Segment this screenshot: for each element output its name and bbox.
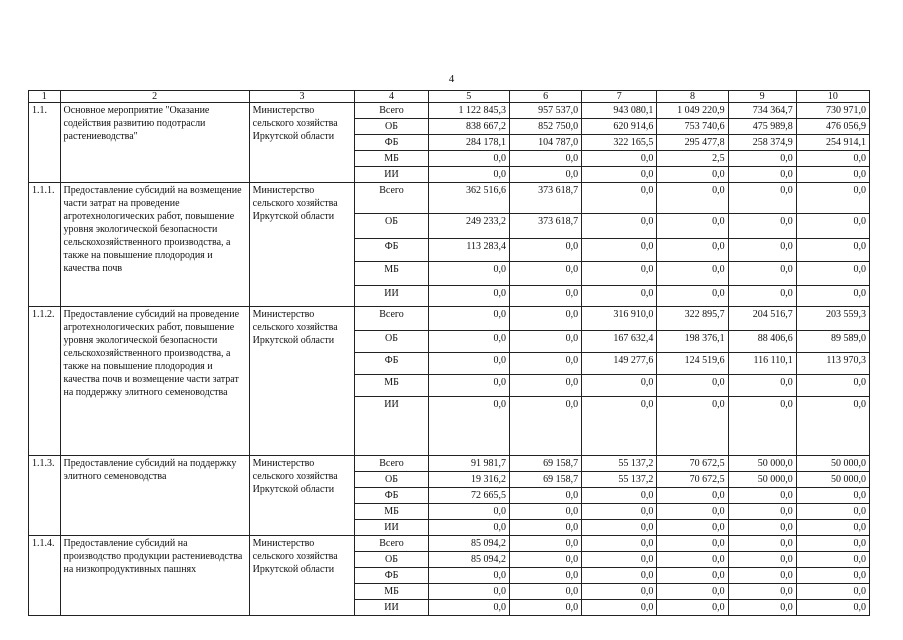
- amount-cell: 0,0: [657, 600, 728, 616]
- amount-cell: 0,0: [728, 183, 796, 214]
- amount-cell: 0,0: [657, 214, 728, 239]
- amount-cell: 0,0: [582, 552, 657, 568]
- amount-cell: 362 516,6: [428, 183, 509, 214]
- amount-cell: 2,5: [657, 151, 728, 167]
- amount-cell: 0,0: [657, 536, 728, 552]
- amount-cell: 0,0: [728, 214, 796, 239]
- amount-cell: 475 989,8: [728, 119, 796, 135]
- amount-cell: 19 316,2: [428, 472, 509, 488]
- item-description: Основное мероприятие "Оказание содействия развитию подотрасли растениеводства": [60, 103, 249, 183]
- funding-source: Всего: [355, 456, 428, 472]
- amount-cell: 0,0: [428, 375, 509, 397]
- table-row: [29, 536, 870, 552]
- amount-cell: 0,0: [657, 568, 728, 584]
- amount-cell: 0,0: [657, 552, 728, 568]
- amount-cell: 943 080,1: [582, 103, 657, 119]
- amount-cell: 0,0: [657, 262, 728, 286]
- amount-cell: 0,0: [428, 262, 509, 286]
- amount-cell: 0,0: [728, 151, 796, 167]
- amount-cell: 91 981,7: [428, 456, 509, 472]
- amount-cell: 0,0: [428, 397, 509, 456]
- amount-cell: 0,0: [796, 536, 869, 552]
- amount-cell: 0,0: [657, 167, 728, 183]
- amount-cell: 0,0: [509, 331, 581, 353]
- amount-cell: 0,0: [796, 520, 869, 536]
- amount-cell: 0,0: [582, 520, 657, 536]
- amount-cell: 0,0: [428, 504, 509, 520]
- amount-cell: 0,0: [509, 600, 581, 616]
- amount-cell: 198 376,1: [657, 331, 728, 353]
- item-description: Предоставление субсидий на производство продукции растениеводства на низкопродуктивных пашнях: [60, 536, 249, 616]
- amount-cell: 0,0: [728, 239, 796, 262]
- amount-cell: 0,0: [728, 584, 796, 600]
- amount-cell: 55 137,2: [582, 456, 657, 472]
- amount-cell: 0,0: [428, 520, 509, 536]
- amount-cell: 0,0: [728, 520, 796, 536]
- amount-cell: 113 283,4: [428, 239, 509, 262]
- amount-cell: 69 158,7: [509, 472, 581, 488]
- amount-cell: 0,0: [728, 286, 796, 307]
- amount-cell: 284 178,1: [428, 135, 509, 151]
- amount-cell: 0,0: [728, 536, 796, 552]
- item-number: 1.1.3.: [29, 456, 61, 536]
- amount-cell: 149 277,6: [582, 353, 657, 375]
- amount-cell: 0,0: [582, 214, 657, 239]
- amount-cell: 0,0: [509, 353, 581, 375]
- amount-cell: 0,0: [728, 397, 796, 456]
- amount-cell: 0,0: [428, 568, 509, 584]
- column-header: 1: [29, 91, 61, 103]
- table-row: [29, 456, 870, 472]
- amount-cell: 72 665,5: [428, 488, 509, 504]
- amount-cell: 1 122 845,3: [428, 103, 509, 119]
- amount-cell: 295 477,8: [657, 135, 728, 151]
- funding-source: ОБ: [355, 119, 428, 135]
- amount-cell: 0,0: [796, 488, 869, 504]
- amount-cell: 0,0: [796, 262, 869, 286]
- amount-cell: 258 374,9: [728, 135, 796, 151]
- item-executor: Министерство сельского хозяйства Иркутской области: [249, 183, 355, 307]
- amount-cell: 0,0: [509, 568, 581, 584]
- amount-cell: 0,0: [796, 504, 869, 520]
- amount-cell: 0,0: [582, 600, 657, 616]
- amount-cell: 0,0: [582, 183, 657, 214]
- amount-cell: 0,0: [796, 183, 869, 214]
- amount-cell: 0,0: [657, 375, 728, 397]
- funding-source: ИИ: [355, 520, 428, 536]
- amount-cell: 0,0: [796, 151, 869, 167]
- amount-cell: 0,0: [509, 167, 581, 183]
- amount-cell: 476 056,9: [796, 119, 869, 135]
- amount-cell: 0,0: [657, 286, 728, 307]
- funding-source: ФБ: [355, 568, 428, 584]
- amount-cell: 0,0: [728, 375, 796, 397]
- amount-cell: 0,0: [657, 584, 728, 600]
- amount-cell: 124 519,6: [657, 353, 728, 375]
- amount-cell: 0,0: [582, 397, 657, 456]
- amount-cell: 0,0: [428, 307, 509, 331]
- item-number: 1.1.1.: [29, 183, 61, 307]
- amount-cell: 50 000,0: [796, 456, 869, 472]
- funding-source: ФБ: [355, 353, 428, 375]
- amount-cell: 0,0: [796, 568, 869, 584]
- amount-cell: 0,0: [796, 600, 869, 616]
- amount-cell: 0,0: [796, 584, 869, 600]
- amount-cell: 69 158,7: [509, 456, 581, 472]
- amount-cell: 0,0: [509, 504, 581, 520]
- page-number: 4: [448, 73, 455, 85]
- amount-cell: 0,0: [582, 488, 657, 504]
- amount-cell: 0,0: [509, 552, 581, 568]
- amount-cell: 0,0: [509, 584, 581, 600]
- item-number: 1.1.: [29, 103, 61, 183]
- budget-table: [28, 90, 870, 616]
- amount-cell: 0,0: [796, 239, 869, 262]
- amount-cell: 0,0: [582, 239, 657, 262]
- amount-cell: 0,0: [796, 552, 869, 568]
- item-description: Предоставление субсидий на проведение агротехнологических работ, повышение уровня экологической безопасности сельскохозяйственного производства, а также на повышение плодородия и качества почв и возмещение части затрат на поддержку элитного семеноводства: [60, 307, 249, 456]
- amount-cell: 50 000,0: [728, 456, 796, 472]
- amount-cell: 113 970,3: [796, 353, 869, 375]
- funding-source: Всего: [355, 103, 428, 119]
- funding-source: ОБ: [355, 552, 428, 568]
- funding-source: ОБ: [355, 472, 428, 488]
- column-header: 2: [60, 91, 249, 103]
- funding-source: ИИ: [355, 167, 428, 183]
- amount-cell: 0,0: [796, 167, 869, 183]
- amount-cell: 0,0: [728, 488, 796, 504]
- table-row: [29, 103, 870, 119]
- amount-cell: 0,0: [582, 151, 657, 167]
- amount-cell: 85 094,2: [428, 552, 509, 568]
- amount-cell: 0,0: [509, 375, 581, 397]
- amount-cell: 0,0: [728, 504, 796, 520]
- amount-cell: 620 914,6: [582, 119, 657, 135]
- funding-source: ФБ: [355, 135, 428, 151]
- amount-cell: 0,0: [509, 520, 581, 536]
- amount-cell: 0,0: [428, 584, 509, 600]
- amount-cell: 373 618,7: [509, 183, 581, 214]
- funding-source: Всего: [355, 536, 428, 552]
- amount-cell: 89 589,0: [796, 331, 869, 353]
- funding-source: ФБ: [355, 488, 428, 504]
- amount-cell: 70 672,5: [657, 456, 728, 472]
- column-header: 10: [796, 91, 869, 103]
- funding-source: ИИ: [355, 600, 428, 616]
- amount-cell: 1 049 220,9: [657, 103, 728, 119]
- amount-cell: 0,0: [509, 151, 581, 167]
- funding-source: МБ: [355, 584, 428, 600]
- column-header: 3: [249, 91, 355, 103]
- amount-cell: 838 667,2: [428, 119, 509, 135]
- column-header-row: [29, 91, 870, 103]
- funding-source: МБ: [355, 262, 428, 286]
- amount-cell: 0,0: [428, 600, 509, 616]
- amount-cell: 0,0: [582, 536, 657, 552]
- amount-cell: 0,0: [657, 504, 728, 520]
- amount-cell: 55 137,2: [582, 472, 657, 488]
- amount-cell: 204 516,7: [728, 307, 796, 331]
- item-number: 1.1.4.: [29, 536, 61, 616]
- amount-cell: 0,0: [509, 488, 581, 504]
- funding-source: Всего: [355, 307, 428, 331]
- funding-source: ИИ: [355, 286, 428, 307]
- amount-cell: 730 971,0: [796, 103, 869, 119]
- item-number: 1.1.2.: [29, 307, 61, 456]
- amount-cell: 316 910,0: [582, 307, 657, 331]
- amount-cell: 322 165,5: [582, 135, 657, 151]
- item-executor: Министерство сельского хозяйства Иркутской области: [249, 456, 355, 536]
- amount-cell: 0,0: [657, 520, 728, 536]
- column-header: 8: [657, 91, 728, 103]
- amount-cell: 0,0: [582, 568, 657, 584]
- amount-cell: 0,0: [796, 397, 869, 456]
- amount-cell: 0,0: [582, 584, 657, 600]
- amount-cell: 0,0: [428, 286, 509, 307]
- amount-cell: 254 914,1: [796, 135, 869, 151]
- amount-cell: 0,0: [728, 600, 796, 616]
- funding-source: Всего: [355, 183, 428, 214]
- amount-cell: 0,0: [509, 307, 581, 331]
- amount-cell: 70 672,5: [657, 472, 728, 488]
- amount-cell: 322 895,7: [657, 307, 728, 331]
- amount-cell: 0,0: [728, 167, 796, 183]
- item-description: Предоставление субсидий на возмещение части затрат на проведение агротехнологических работ, повышение уровня экологической безопасности сельскохозяйственного производства, а также на повышение плодородия и качества почв: [60, 183, 249, 307]
- amount-cell: 50 000,0: [728, 472, 796, 488]
- amount-cell: 0,0: [509, 239, 581, 262]
- amount-cell: 0,0: [509, 536, 581, 552]
- amount-cell: 0,0: [428, 353, 509, 375]
- amount-cell: 0,0: [582, 167, 657, 183]
- amount-cell: 0,0: [509, 286, 581, 307]
- amount-cell: 753 740,6: [657, 119, 728, 135]
- amount-cell: 0,0: [428, 151, 509, 167]
- item-description: Предоставление субсидий на поддержку элитного семеноводства: [60, 456, 249, 536]
- amount-cell: 852 750,0: [509, 119, 581, 135]
- amount-cell: 0,0: [657, 183, 728, 214]
- amount-cell: 104 787,0: [509, 135, 581, 151]
- amount-cell: 0,0: [582, 262, 657, 286]
- amount-cell: 0,0: [582, 504, 657, 520]
- item-executor: Министерство сельского хозяйства Иркутской области: [249, 536, 355, 616]
- funding-source: ФБ: [355, 239, 428, 262]
- amount-cell: 0,0: [796, 286, 869, 307]
- amount-cell: 0,0: [796, 214, 869, 239]
- amount-cell: 373 618,7: [509, 214, 581, 239]
- amount-cell: 203 559,3: [796, 307, 869, 331]
- funding-source: МБ: [355, 375, 428, 397]
- amount-cell: 0,0: [728, 568, 796, 584]
- amount-cell: 0,0: [657, 488, 728, 504]
- amount-cell: 0,0: [796, 375, 869, 397]
- item-executor: Министерство сельского хозяйства Иркутской области: [249, 307, 355, 456]
- column-header: 4: [355, 91, 428, 103]
- amount-cell: 116 110,1: [728, 353, 796, 375]
- table-row: [29, 183, 870, 214]
- amount-cell: 85 094,2: [428, 536, 509, 552]
- funding-source: МБ: [355, 151, 428, 167]
- column-header: 9: [728, 91, 796, 103]
- funding-source: ОБ: [355, 331, 428, 353]
- amount-cell: 249 233,2: [428, 214, 509, 239]
- amount-cell: 0,0: [509, 262, 581, 286]
- column-header: 5: [428, 91, 509, 103]
- amount-cell: 734 364,7: [728, 103, 796, 119]
- column-header: 6: [509, 91, 581, 103]
- amount-cell: 167 632,4: [582, 331, 657, 353]
- amount-cell: 957 537,0: [509, 103, 581, 119]
- funding-source: ИИ: [355, 397, 428, 456]
- amount-cell: 0,0: [728, 552, 796, 568]
- amount-cell: 0,0: [428, 167, 509, 183]
- funding-source: МБ: [355, 504, 428, 520]
- amount-cell: 0,0: [428, 331, 509, 353]
- amount-cell: 0,0: [582, 286, 657, 307]
- amount-cell: 0,0: [657, 239, 728, 262]
- amount-cell: 0,0: [582, 375, 657, 397]
- amount-cell: 0,0: [657, 397, 728, 456]
- table-row: [29, 307, 870, 331]
- amount-cell: 50 000,0: [796, 472, 869, 488]
- amount-cell: 0,0: [728, 262, 796, 286]
- amount-cell: 88 406,6: [728, 331, 796, 353]
- column-header: 7: [582, 91, 657, 103]
- amount-cell: 0,0: [509, 397, 581, 456]
- item-executor: Министерство сельского хозяйства Иркутской области: [249, 103, 355, 183]
- funding-source: ОБ: [355, 214, 428, 239]
